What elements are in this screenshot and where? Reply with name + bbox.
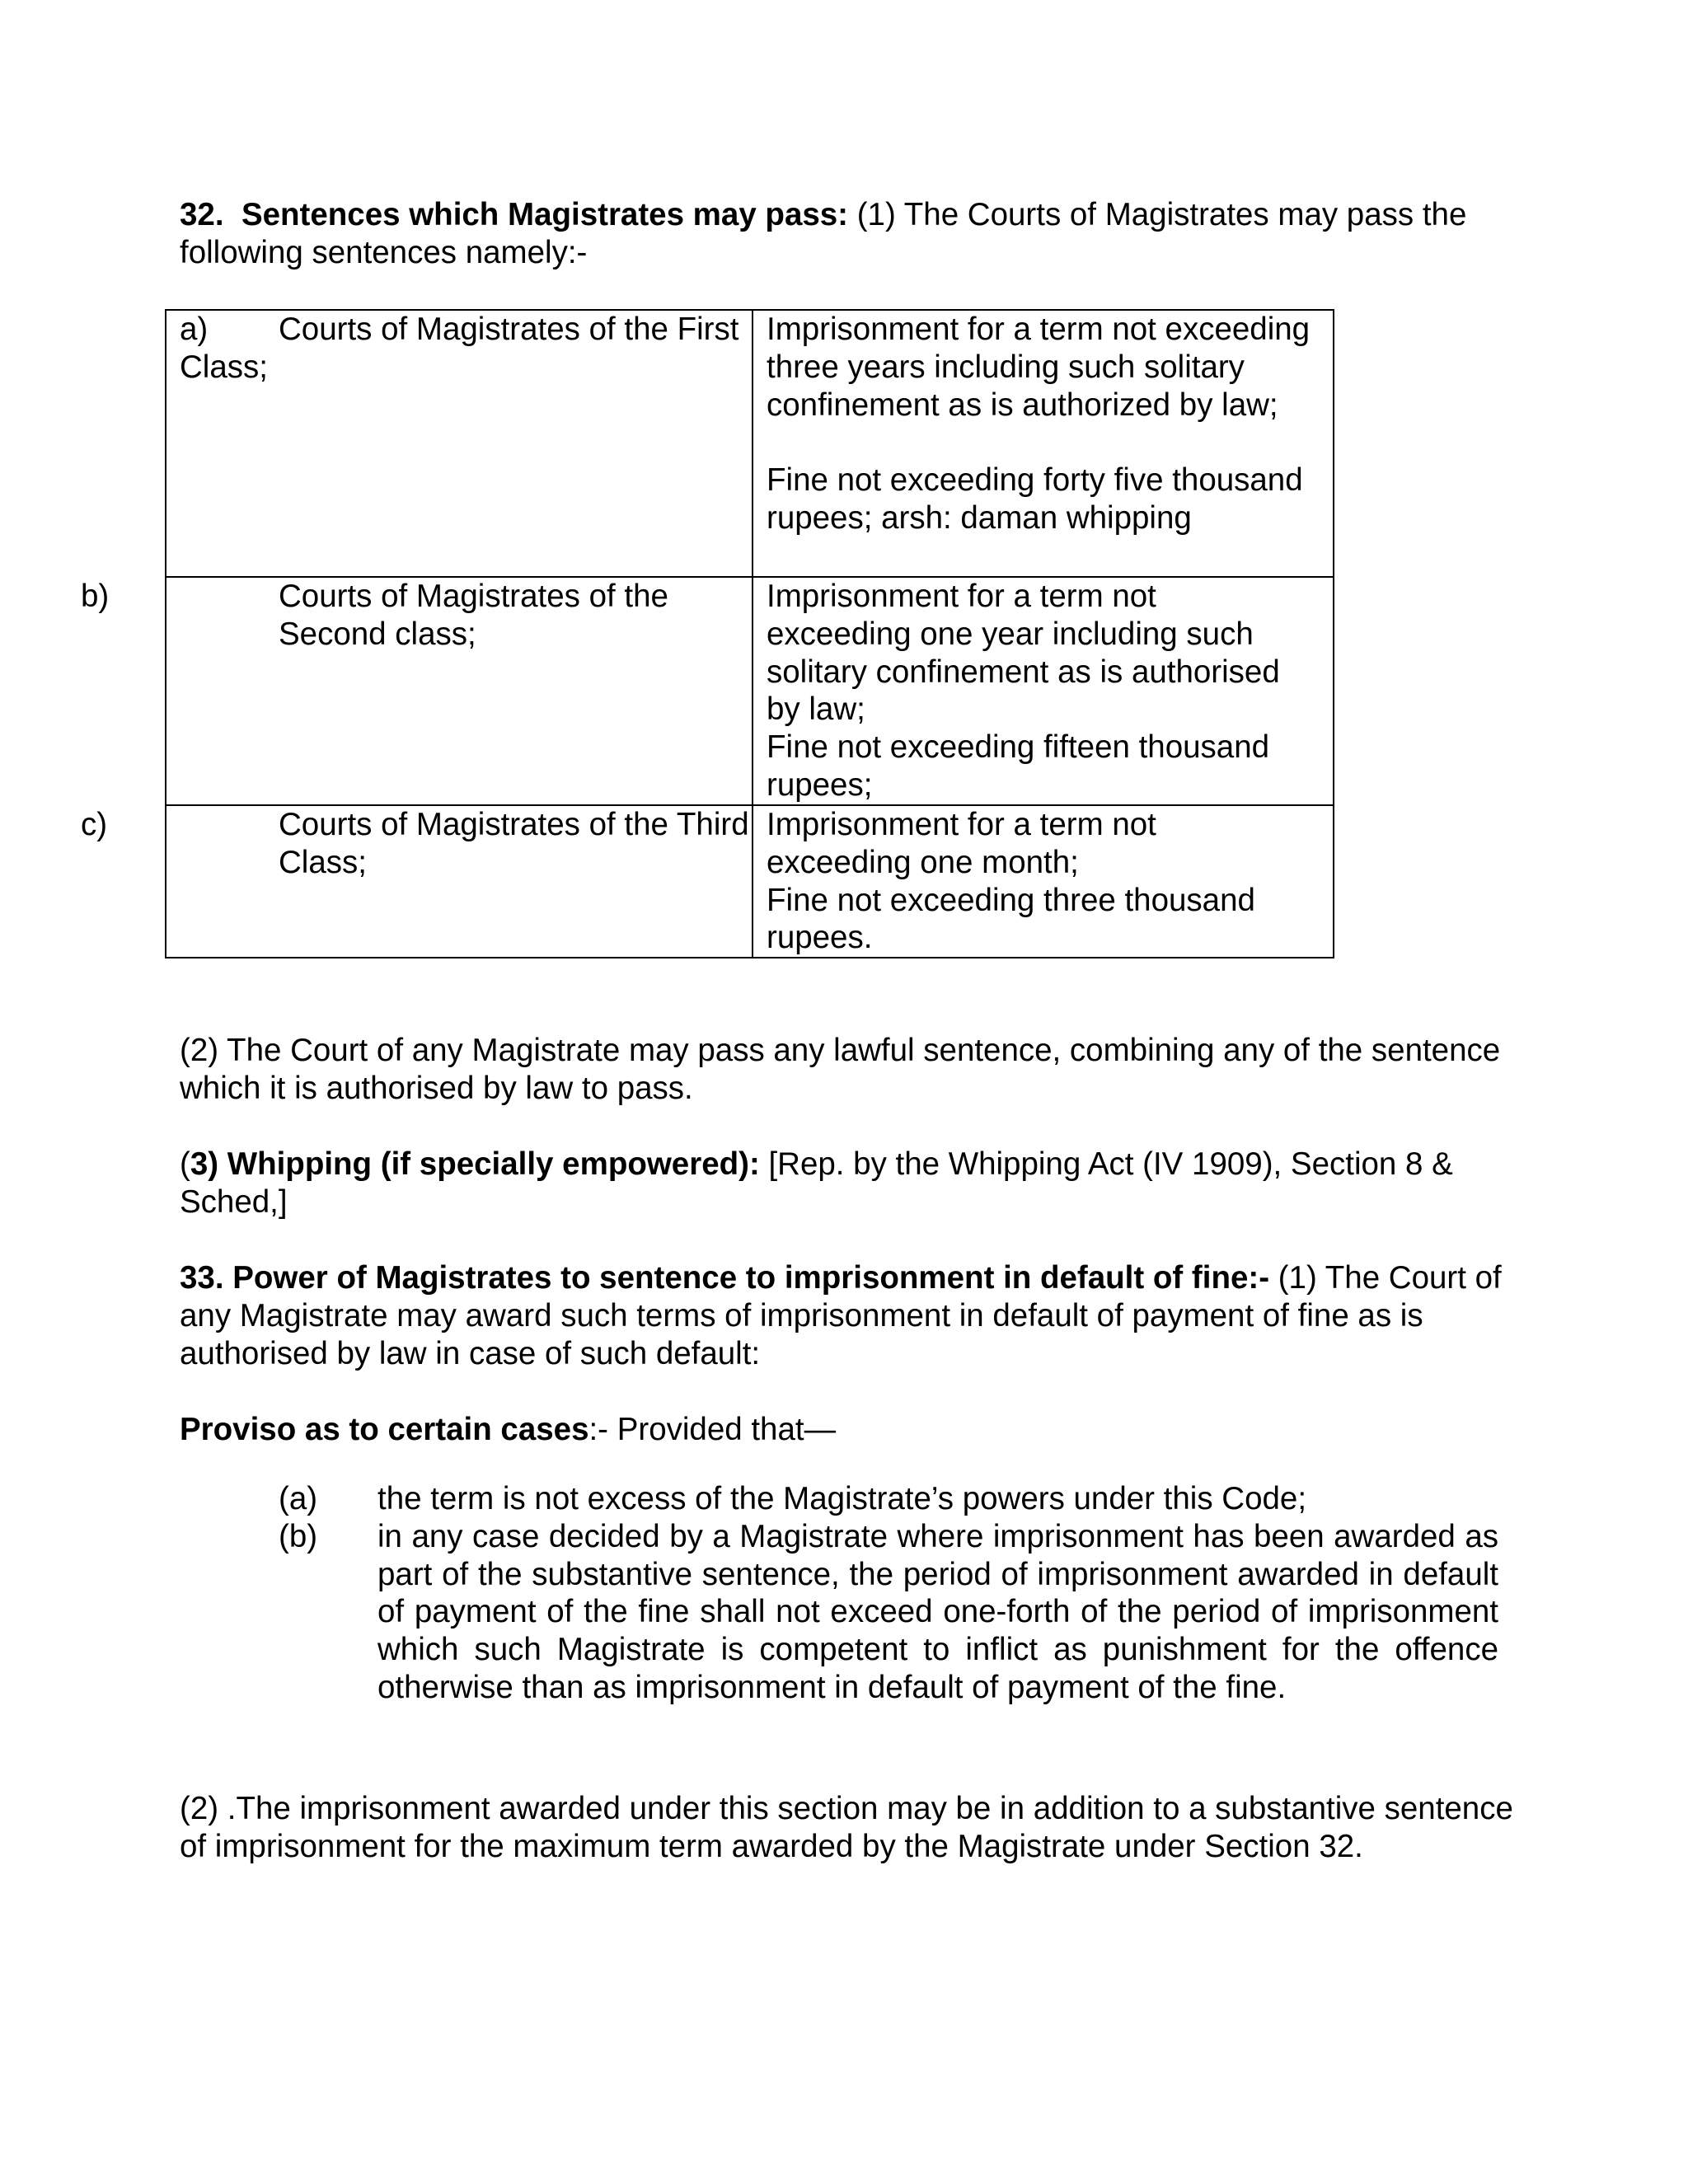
row-label: a) — [180, 312, 209, 347]
table-row — [166, 577, 1334, 805]
proviso-heading — [180, 1411, 1515, 1449]
section-33-heading — [180, 1259, 1515, 1372]
court-name: Courts of Magistrates of the First Class; — [180, 312, 739, 385]
row-label: c) — [81, 807, 108, 842]
table-row — [166, 310, 1334, 577]
court-name: Courts of Magistrates of the Third Class; — [279, 807, 749, 880]
list-item-key: (b) — [279, 1518, 318, 1554]
section-32-heading — [180, 196, 1515, 272]
section-32-subsection-2: (2) The Court of any Magistrate may pass any lawful sentence, combining any of the sentence which it is authorised by law to pass. — [180, 1033, 1501, 1106]
imprisonment-penalty: Imprisonment for a term not exceeding one month; — [767, 807, 1156, 880]
sentences-table — [81, 309, 1334, 958]
fine-penalty: Fine not exceeding fifteen thousand rupees; — [767, 729, 1270, 803]
court-cell — [81, 577, 753, 805]
imprisonment-penalty: Imprisonment for a term not exceeding three years including such solitary confinement as is authorized by law; — [767, 312, 1311, 423]
section-33-subsection-2: (2) .The imprisonment awarded under this section may be in addition to a substantive sentence of imprisonment for the maximum term awarded by the Magistrate under Section 32. — [180, 1791, 1513, 1864]
penalty-cell — [753, 805, 1334, 958]
fine-penalty: Fine not exceeding forty five thousand rupees; arsh: daman whipping — [767, 462, 1303, 536]
proviso-list — [279, 1480, 1498, 1707]
section-32-number: 32. — [180, 197, 224, 232]
section-33-title: 33. Power of Magistrates to sentence to imprisonment in default of fine:- — [180, 1260, 1270, 1296]
court-name: Courts of Magistrates of the Second class; — [279, 579, 668, 652]
list-item-text: the term is not excess of the Magistrate’s powers under this Code; — [377, 1481, 1307, 1516]
whipping-heading: 3) Whipping (if specially empowered): — [190, 1146, 760, 1182]
section-32-intro: (1) The Courts of Magistrates may pass the following sentences namely:- — [180, 197, 1467, 270]
list-item — [279, 1518, 1498, 1707]
row-label: b) — [81, 579, 110, 614]
court-cell — [166, 310, 753, 577]
section-32-subsection-3: (3) Whipping (if specially empowered): [Rep. by the Whipping Act (IV 1909), Section 8 & Sched,] — [180, 1146, 1453, 1220]
list-item-text: in any case decided by a Magistrate where imprisonment has been awarded as part of the substantive sentence, the period of imprisonment awarded in default of payment of the fine shall not exceed one-forth of the period of imprisonment which such Magistrate is competent to inflict as punishment for the offence otherwise than as imprisonment in default of payment of the fine. — [377, 1518, 1498, 1705]
table-row — [166, 805, 1334, 958]
court-cell — [81, 805, 753, 958]
penalty-cell — [753, 310, 1334, 577]
section-33-body: (1) The Court of any Magistrate may award such terms of imprisonment in default of payment of fine as is authorised by law in case of such default: — [180, 1260, 1502, 1371]
imprisonment-penalty: Imprisonment for a term not exceeding one year including such solitary confinement as is authorised by law; — [767, 579, 1280, 728]
fine-penalty: Fine not exceeding three thousand rupees. — [767, 882, 1255, 956]
proviso-title: Proviso as to certain cases — [180, 1412, 589, 1447]
list-item — [279, 1480, 1498, 1518]
whipping-body: [Rep. by the Whipping Act (IV 1909), Section 8 & Sched,] — [180, 1146, 1453, 1220]
proviso-intro: :- Provided that— — [588, 1412, 837, 1447]
section-32-title: Sentences which Magistrates may pass: — [241, 197, 849, 232]
penalty-cell — [753, 577, 1334, 805]
list-item-key: (a) — [279, 1481, 318, 1516]
